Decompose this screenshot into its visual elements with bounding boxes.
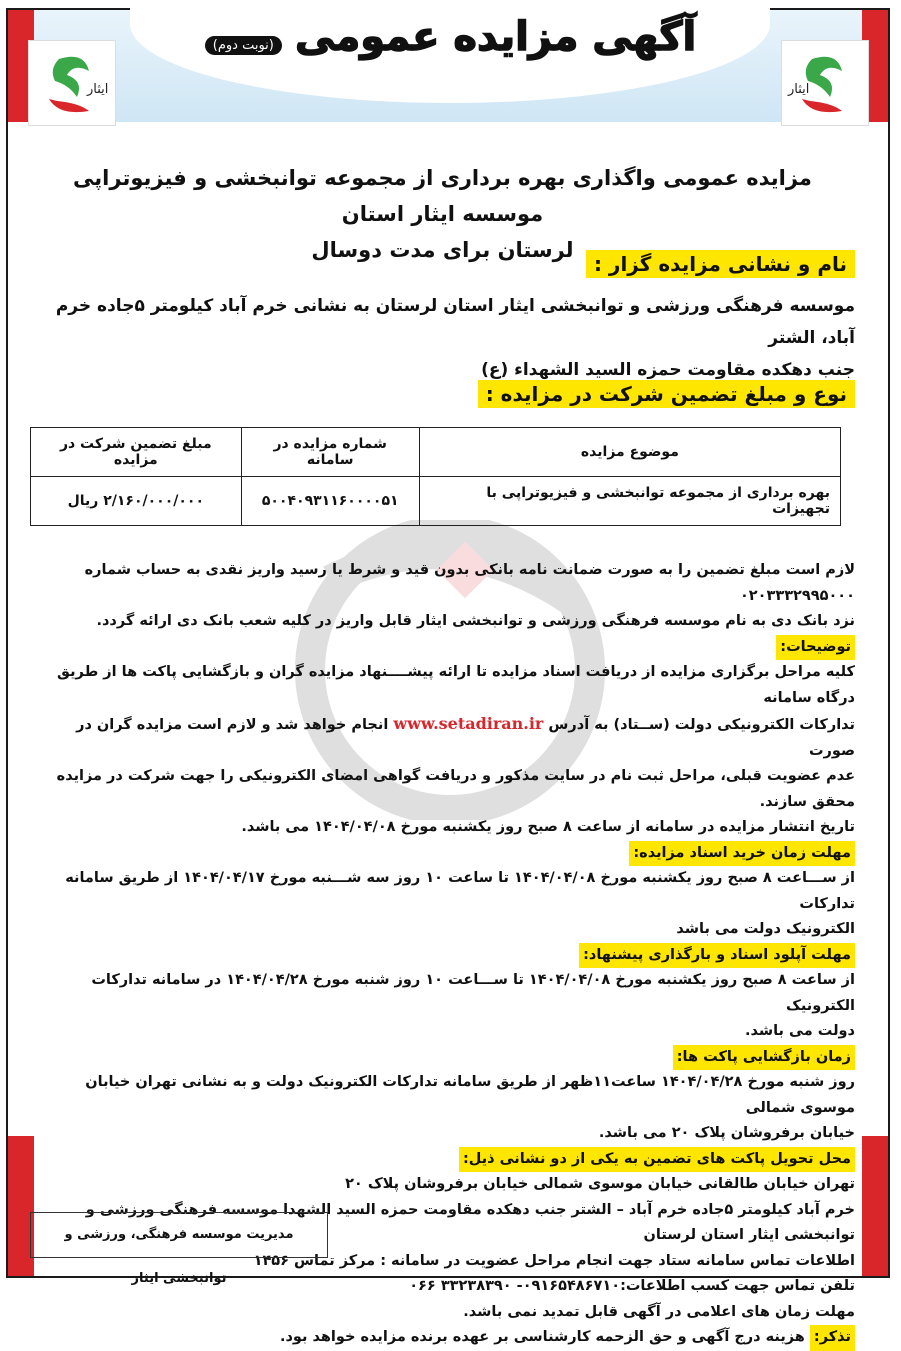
contact-phone: تلفن تماس جهت کسب اطلاعات:۰۹۱۶۵۴۸۶۷۱۰- ۳۳۲۳۸۳۹۰ ۰۶۶ (409, 1278, 855, 1294)
signature-box (30, 1212, 328, 1286)
corner-decoration (862, 1136, 888, 1276)
purchase-text: الکترونیک دولت می باشد (676, 921, 855, 937)
table-header: شماره مزایده در سامانه (241, 428, 419, 477)
isar-logo-icon (782, 41, 868, 125)
address-line: جنب دهکده مقاومت حمزه السید الشهداء (ع) (481, 360, 855, 380)
isar-logo-icon (29, 41, 115, 125)
table-cell: بهره برداری از مجموعه توانبخشی و فیزیوتراپی با تجهیزات (419, 477, 840, 526)
notes-text: انجام خواهد شد و لازم است مزایده گران در صورت (76, 717, 855, 759)
holder-section-title-wrap (30, 250, 855, 278)
guarantee-text: لازم است مبلغ تضمین را به صورت ضمانت نامه بانکی بدون قید و شرط یا رسید واریز نقدی به حساب شماره ۰۲۰۳۳۳۲۹۹۵۰۰۰ (84, 562, 855, 604)
signature: مدیریت موسسه فرهنگی، ورزشی و توانبخشی ایثار (64, 1227, 294, 1286)
page-title: آگهی مزایده عمومی (294, 14, 697, 60)
notes-text: کلیه مراحل برگزاری مزایده از دریافت اسناد مزایده تا ارائه پیشــــنهاد مزایده گران و بازگشایی پاکت ها از طریق درگاه سامانه (57, 664, 855, 706)
notes-text: تاریخ انتشار مزایده در سامانه از ساعت ۸ صبح روز یکشنبه مورخ ۱۴۰۴/۰۴/۰۸ می باشد. (241, 819, 855, 835)
opening-title: زمان بازگشایی پاکت ها: (673, 1045, 855, 1071)
reminder-text: هزینه درج آگهی و حق الزحمه کارشناسی بر عهده برنده مزایده خواهد بود. (279, 1329, 805, 1345)
address-line: موسسه فرهنگی ورزشی و توانبخشی ایثار استان لرستان به نشانی خرم آباد کیلومتر ۵جاده خرم آباد، الشتر (55, 296, 855, 348)
type-section-title-wrap (30, 380, 855, 408)
setadiran-link[interactable]: www.setadiran.ir (393, 714, 544, 733)
holder-section-title: نام و نشانی مزایده گزار : (586, 250, 855, 278)
holder-address (30, 290, 855, 386)
page-title-wrap (0, 14, 901, 60)
notes-text: تدارکات الکترونیکی دولت (ســتاد) به آدرس (548, 717, 855, 733)
notes-text: عدم عضویت قبلی، مراحل ثبت نام در سایت مذکور و دریافت گواهی امضای الکترونیکی را جهت شرکت در مزایده محقق سازند. (56, 768, 855, 810)
logo-text: ایثار (788, 82, 810, 97)
table-cell: ۵۰۰۴۰۹۳۱۱۶۰۰۰۰۵۱ (241, 477, 419, 526)
upload-title: مهلت آپلود اسناد و بارگذاری پیشنهاد: (579, 943, 855, 969)
upload-text: دولت می باشد. (744, 1023, 855, 1039)
headline-line1: مزایده عمومی واگذاری بهره برداری از مجموعه توانبخشی و فیزیوتراپی موسسه ایثار استان (73, 166, 812, 226)
deadline-note: مهلت زمان های اعلامی در آگهی قابل تمدید نمی باشد. (463, 1303, 855, 1320)
round-badge: (نوبت دوم) (205, 36, 282, 55)
guarantee-text: نزد بانک دی به نام موسسه فرهنگی ورزشی و توانبخشی ایثار قابل واریز در کلیه شعب بانک دی ارائه گردد. (96, 613, 855, 629)
notes-title: توضیحات: (776, 635, 855, 661)
contact-text: اطلاعات تماس سامانه ستاد جهت انجام مراحل عضویت در سامانه : مرکز تماس ۱۴۵۶ (253, 1252, 855, 1269)
opening-text: خیابان برفروشان پلاک ۲۰ می باشد. (598, 1125, 855, 1141)
purchase-title: مهلت زمان خرید اسناد مزایده: (629, 841, 855, 867)
notes-text-with-url (30, 711, 855, 764)
reminder (30, 1325, 855, 1351)
delivery-title: محل تحویل پاکت های تضمین به یکی از دو نشانی ذیل: (459, 1147, 855, 1173)
isar-logo-right (781, 40, 869, 126)
isar-logo-left (28, 40, 116, 126)
reminder-title: تذکر: (810, 1325, 855, 1351)
table-cell: ۲/۱۶۰/۰۰۰/۰۰۰ ریال (31, 477, 242, 526)
headline-line2: لرستان برای مدت دوسال (311, 238, 574, 262)
auction-table (30, 427, 841, 526)
type-section-title: نوع و مبلغ تضمین شرکت در مزایده : (478, 380, 855, 408)
delivery-address: خرم آباد کیلومتر ۵جاده خرم آباد – الشتر جنب دهکده مقاومت حمزه السید الشهدا موسسه فرهنگی ورزشی و توانبخشی ایثار استان لرستان (85, 1201, 855, 1243)
table-header: موضوع مزایده (419, 428, 840, 477)
logo-text: ایثار (87, 82, 109, 97)
table-header: مبلغ تضمین شرکت در مزایده (31, 428, 242, 477)
opening-text: روز شنبه مورخ ۱۴۰۴/۰۴/۲۸ ساعت۱۱ظهر از طریق سامانه تدارکات الکترونیک دولت و به نشانی تهران خیابان موسوی شمالی (85, 1074, 855, 1116)
table-header-row (31, 428, 841, 477)
upload-text: از ساعت ۸ صبح روز یکشنبه مورخ ۱۴۰۴/۰۴/۰۸ تا ســـاعت ۱۰ روز شنبه مورخ ۱۴۰۴/۰۴/۲۸ در سامانه تدارکات الکترونیک (91, 972, 855, 1014)
purchase-text: از ســـاعت ۸ صبح روز یکشنبه مورخ ۱۴۰۴/۰۴/۰۸ تا ساعت ۱۰ روز سه شـــنبه مورخ ۱۴۰۴/۰۴/۱۷ از طریق سامانه تدارکات (65, 870, 855, 912)
delivery-address: تهران خیابان طالقانی خیابان موسوی شمالی خیابان برفروشان پلاک ۲۰ (345, 1176, 855, 1192)
table-row (31, 477, 841, 526)
